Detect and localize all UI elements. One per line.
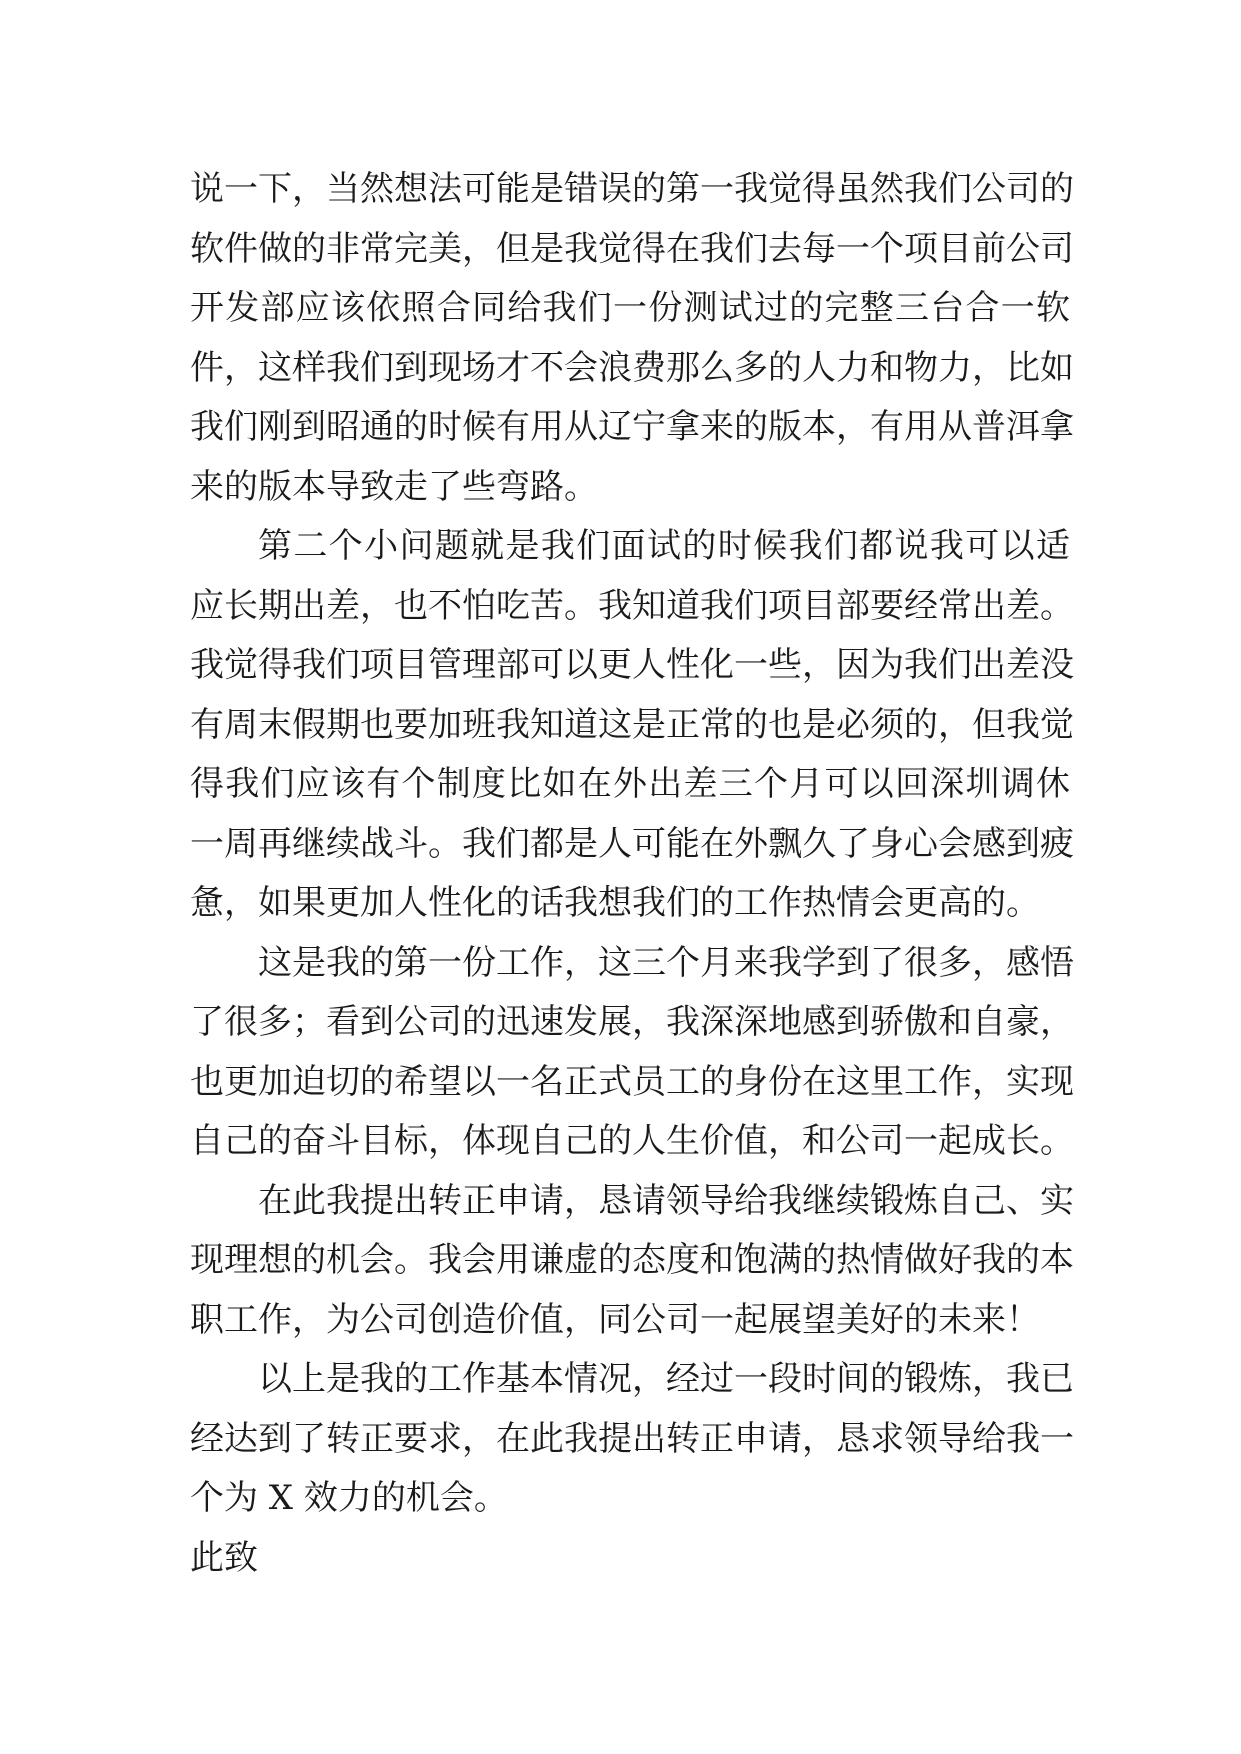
paragraph-line: 得我们应该有个制度比如在外出差三个月可以回深圳调休 [190,764,1070,804]
paragraph-line: 了很多；看到公司的迅速发展，我深深地感到骄傲和自豪， [190,1002,1074,1042]
paragraph-line: 说一下，当然想法可能是错误的第一我觉得虽然我们公司的 [190,169,1074,209]
paragraph-line: 经达到了转正要求，在此我提出转正申请，恳求领导给我一 [190,1418,1074,1459]
paragraph-line: 在此我提出转正申请，恳请领导给我继续锻炼自己、实 [258,1180,1074,1221]
paragraph-line: 件，这样我们到现场才不会浪费那么多的人力和物力，比如 [190,347,1074,388]
paragraph-line: 开发部应该依照合同给我们一份测试过的完整三台合一软 [190,288,1070,328]
paragraph-line: 应长期出差，也不怕吃苦。我知道我们项目部要经常出差。 [190,585,1074,626]
paragraph-line: 有周末假期也要加班我知道这是正常的也是必须的，但我觉 [190,704,1074,745]
paragraph-line: 一周再继续战斗。我们都是人可能在外飘久了身心会感到疲 [190,823,1074,864]
paragraph-line: 第二个小问题就是我们面试的时候我们都说我可以适 [258,526,1070,566]
closing-salutation: 此致 [190,1537,258,1578]
document-body [190,160,1074,1588]
paragraph-line: 以上是我的工作基本情况，经过一段时间的锻炼，我已 [258,1359,1074,1399]
paragraph-line: 职工作，为公司创造价值，同公司一起展望美好的未来！ [190,1299,1040,1340]
paragraph-line: 软件做的非常完美，但是我觉得在我们去每一个项目前公司 [190,228,1074,269]
paragraph-line: 个为 X 效力的机会。 [190,1478,508,1518]
paragraph-line: 现理想的机会。我会用谦虚的态度和饱满的热情做好我的本 [190,1240,1074,1280]
paragraph-line: 自己的奋斗目标，体现自己的人生价值，和公司一起成长。 [190,1121,1074,1161]
paragraph-line: 也更加迫切的希望以一名正式员工的身份在这里工作，实现 [190,1061,1074,1102]
paragraph-line: 来的版本导致走了些弯路。 [190,466,598,507]
paragraph-line: 我觉得我们项目管理部可以更人性化一些，因为我们出差没 [190,645,1074,685]
paragraph-line: 惫，如果更加人性化的话我想我们的工作热情会更高的。 [190,883,1040,923]
paragraph-line: 我们刚到昭通的时候有用从辽宁拿来的版本，有用从普洱拿 [190,407,1074,447]
paragraph-line: 这是我的第一份工作，这三个月来我学到了很多，感悟 [258,942,1074,983]
